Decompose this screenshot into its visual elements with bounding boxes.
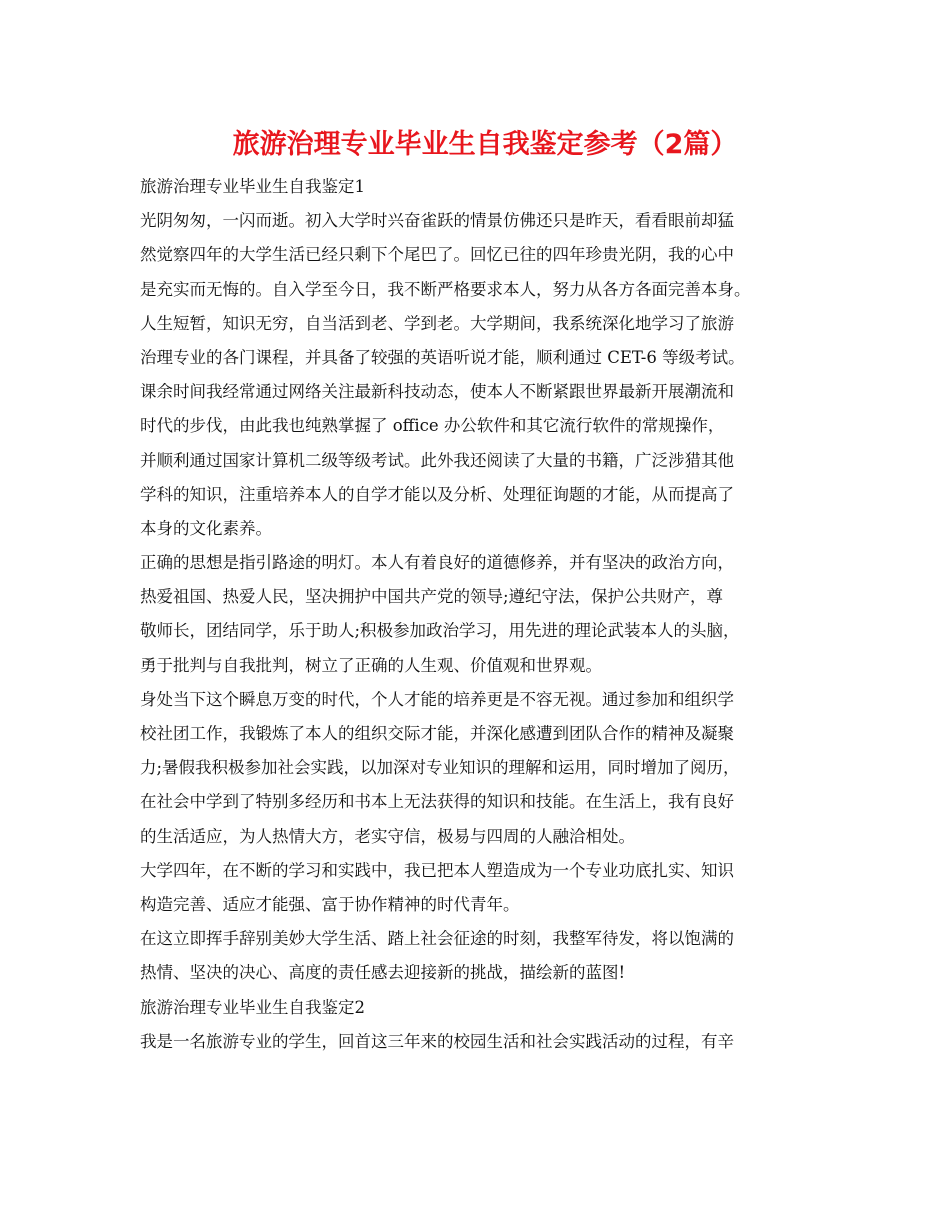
text-line: 身处当下这个瞬息万变的时代，个人才能的培养更是不容无视。通过参加和组织学 — [140, 689, 734, 709]
text-line: 是充实而无悔的。自入学至今日，我不断严格要求本人，努力从各方各面完善本身。 — [140, 279, 751, 299]
text-line: 并顺利通过国家计算机二级等级考试。此外我还阅读了大量的书籍，广泛涉猎其他 — [140, 450, 734, 470]
text-line: 治理专业的各门课程，并具备了较强的英语听说才能，顺利通过 CET-6 等级考试。 — [140, 347, 745, 367]
text-line: 力;暑假我积极参加社会实践，以加深对专业知识的理解和运用，同时增加了阅历， — [140, 758, 740, 778]
text-line: 我是一名旅游专业的学生，回首这三年来的校园生活和社会实践活动的过程，有辛 — [140, 1031, 734, 1051]
text-line: 正确的思想是指引路途的明灯。本人有着良好的道德修养，并有坚决的政治方向， — [140, 553, 734, 573]
text-line: 大学四年，在不断的学习和实践中，我已把本人塑造成为一个专业功底扎实、知识 — [140, 860, 734, 880]
document-content — [140, 120, 830, 1059]
text-line: 校社团工作，我锻炼了本人的组织交际才能，并深化感遭到团队合作的精神及凝聚 — [140, 724, 734, 743]
document-title: 旅游治理专业毕业生自我鉴定参考（2篇） — [232, 129, 738, 160]
text-line: 学科的知识，注重培养本人的自学才能以及分析、处理征询题的才能，从而提高了 — [140, 484, 734, 504]
text-line: 热情、坚决的决心、高度的责任感去迎接新的挑战，描绘新的蓝图! — [140, 963, 626, 983]
text-line: 在这立即挥手辞别美妙大学生活、踏上社会征途的时刻，我整军待发，将以饱满的 — [140, 929, 734, 949]
text-line: 本身的文化素养。 — [140, 518, 272, 538]
text-line: 构造完善、适应才能强、富于协作精神的时代青年。 — [140, 894, 520, 914]
text-line: 人生短暂，知识无穷，自当活到老、学到老。大学期间，我系统深化地学习了旅游 — [140, 313, 734, 333]
section-heading-2: 旅游治理专业毕业生自我鉴定2 — [140, 997, 365, 1017]
text-line: 光阴匆匆，一闪而逝。初入大学时兴奋雀跃的情景仿佛还只是昨天，看看眼前却猛 — [140, 211, 734, 231]
text-line: 热爱祖国、热爱人民，坚决拥护中国共产党的领导;遵纪守法，保护公共财产，尊 — [140, 587, 724, 607]
text-line: 在社会中学到了特别多经历和书本上无法获得的知识和技能。在生活上，我有良好 — [140, 792, 734, 812]
text-line: 时代的步伐，由此我也纯熟掌握了 office 办公软件和其它流行软件的常规操作， — [140, 416, 725, 436]
text-line: 然觉察四年的大学生活已经只剩下个尾巴了。回忆已往的四年珍贵光阴，我的心中 — [140, 245, 734, 265]
text-line: 敬师长，团结同学，乐于助人;积极参加政治学习，用先进的理论武装本人的头脑， — [140, 621, 740, 641]
text-line: 勇于批判与自我批判，树立了正确的人生观、价值观和世界观。 — [140, 655, 602, 675]
text-line: 的生活适应，为人热情大方，老实守信，极易与四周的人融洽相处。 — [140, 826, 635, 846]
text-line: 课余时间我经常通过网络关注最新科技动态，使本人不断紧跟世界最新开展潮流和 — [140, 382, 734, 402]
section-heading-1: 旅游治理专业毕业生自我鉴定1 — [140, 177, 365, 196]
